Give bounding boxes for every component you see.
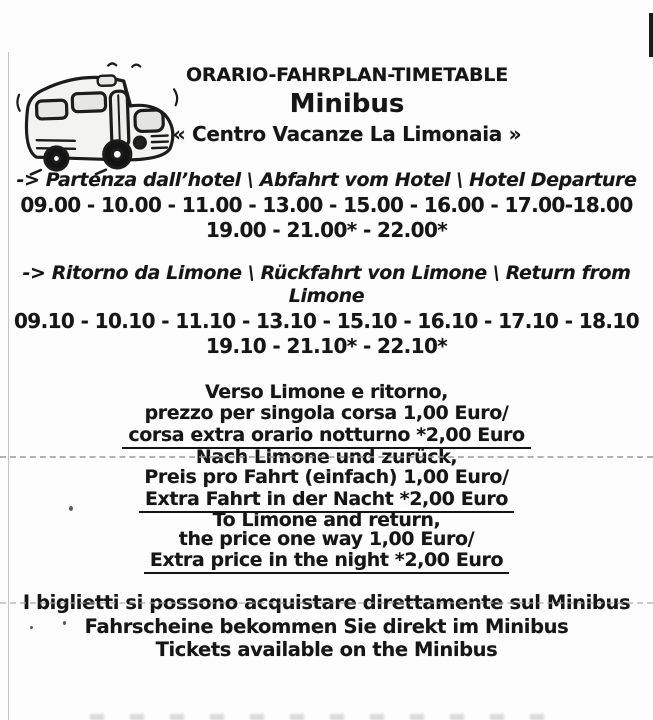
price-german-line3-text: Extra Fahrt in der Nacht *2,00 Euro — [139, 488, 514, 513]
scan-speck — [69, 506, 73, 511]
tickets-note-english: Tickets available on the Minibus — [155, 638, 498, 661]
scan-edge-bar — [649, 13, 653, 57]
scan-speck — [30, 626, 33, 629]
price-italian-line3 — [0, 425, 653, 446]
minibus-illustration — [10, 57, 186, 179]
scan-fold-line-1 — [0, 456, 653, 458]
return-times-row-2: 19.10 - 21.10* - 22.10* — [205, 334, 448, 358]
tickets-note-german: Fahrscheine bekommen Sie direkt im Minibus — [84, 615, 569, 638]
minibus-sketch-icon — [10, 57, 186, 179]
paper-edge-line — [8, 52, 9, 720]
page-title: ORARIO-FAHRPLAN-TIMETABLE — [185, 64, 509, 86]
departure-times-row-1: 09.00 - 10.00 - 11.00 - 13.00 - 15.00 - 16.00 - 17.00-18.00 — [20, 193, 633, 217]
price-english-line2: the price one way 1,00 Euro/ — [178, 528, 475, 550]
return-section-header-line2: Limone — [288, 285, 365, 307]
page-subtitle-minibus: Minibus — [289, 89, 405, 119]
scan-speck — [63, 621, 66, 625]
page-subtitle-resort: « Centro Vacanze La Limonaia » — [172, 122, 522, 146]
tickets-note-italian: I biglietti si possono acquistare direttamente sul Minibus — [22, 591, 631, 614]
return-section-header-line1: -> Ritorno da Limone \ Rückfahrt von Limone \ Return from — [22, 262, 631, 284]
price-english-line1: To Limone and return, — [212, 509, 441, 531]
departure-section-header: -> Partenza dall’hotel \ Abfahrt vom Hotel \ Hotel Departure — [16, 169, 637, 191]
price-italian-line3-text: corsa extra orario notturno *2,00 Euro — [122, 424, 530, 449]
price-german-line2: Preis pro Fahrt (einfach) 1,00 Euro/ — [144, 466, 509, 488]
price-italian-line1: Verso Limone e ritorno, — [205, 381, 448, 403]
return-times-row-1: 09.10 - 10.10 - 11.10 - 13.10 - 15.10 - 16.10 - 17.10 - 18.10 — [13, 309, 640, 333]
header-title-block — [172, 64, 522, 146]
price-english-line3 — [0, 550, 653, 571]
price-english-line3-text: Extra price in the night *2,00 Euro — [144, 549, 509, 574]
departure-times-row-2: 19.00 - 21.00* - 22.00* — [205, 218, 448, 242]
price-italian-line2: prezzo per singola corsa 1,00 Euro/ — [144, 402, 509, 424]
scan-fold-line-2 — [0, 602, 653, 604]
cut-off-text-smudge — [90, 714, 570, 720]
price-german-line1: Nach Limone und zurück, — [195, 446, 458, 468]
price-german-line3 — [0, 489, 653, 510]
